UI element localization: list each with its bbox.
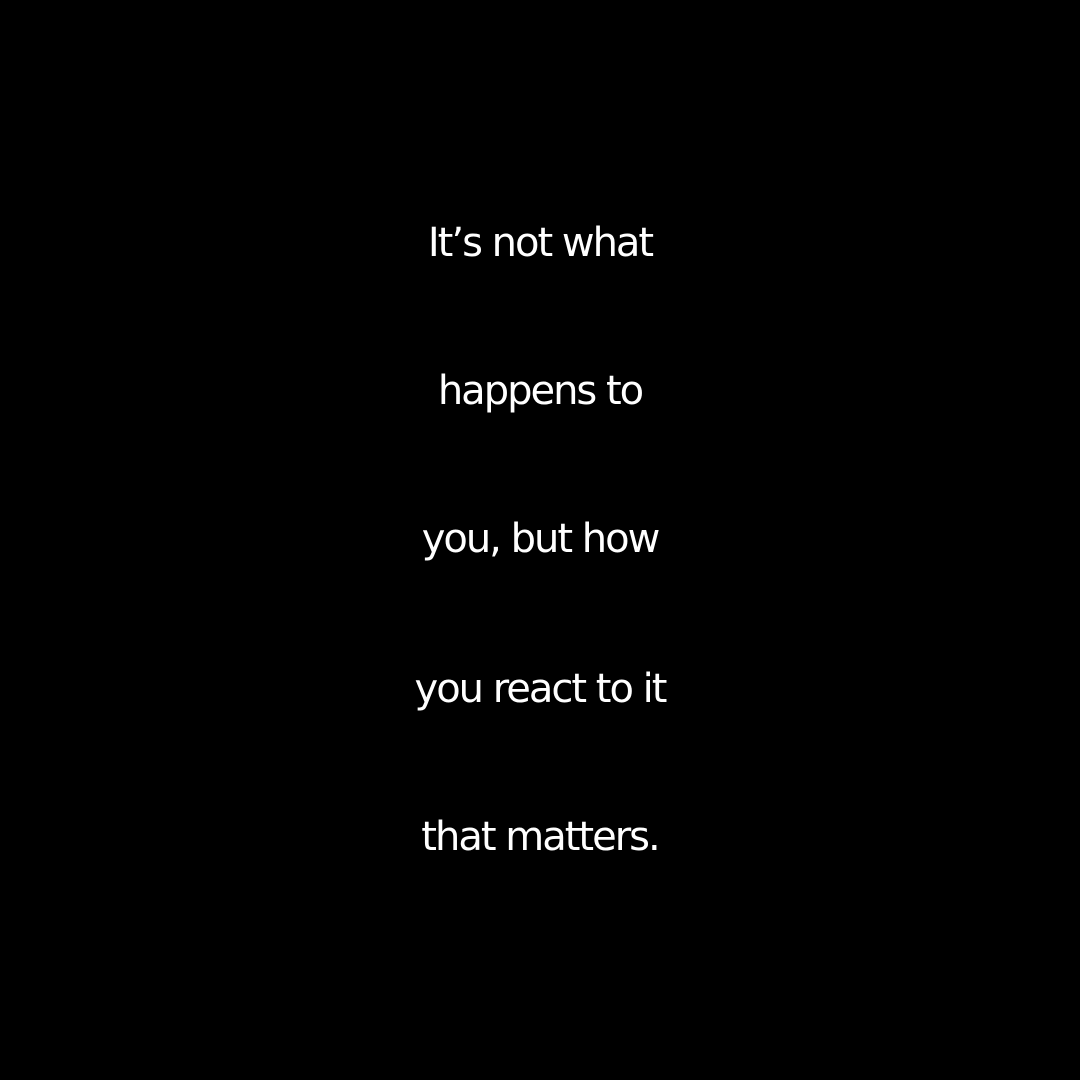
quote-line-2: happens to [437, 368, 643, 414]
quote-line-3: you, but how [421, 516, 659, 562]
quote-line-5: that matters. [421, 814, 659, 860]
quote-line-1: It’s not what [427, 220, 653, 266]
quote-line-4: you react to it [414, 666, 666, 712]
